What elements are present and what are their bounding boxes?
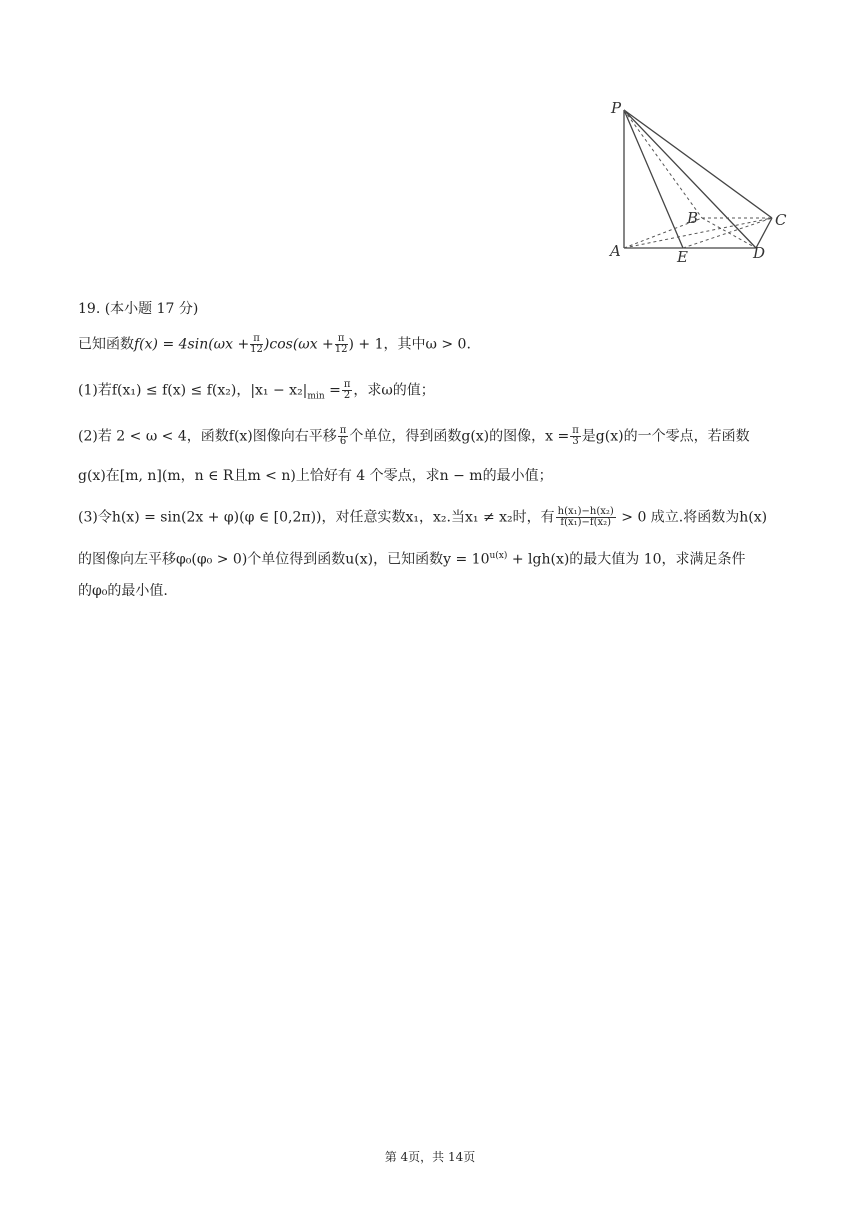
part3-line2-b: + lgh(x)的最大值为 10，求满足条件 xyxy=(507,551,746,568)
part1-text-b: = xyxy=(324,382,341,399)
fraction-pi-12-second xyxy=(335,334,348,355)
label-E: E xyxy=(677,248,688,266)
part3-line2-a: 的图像向左平移φ₀(φ₀ > 0)个单位得到函数u(x)，已知函数y = 10 xyxy=(78,551,490,568)
part2-text-a: (2)若 2 < ω < 4，函数f(x)图像向右平移 xyxy=(78,428,337,445)
part3-exponent: u(x) xyxy=(489,551,508,561)
frac-num: h(x₁)−h(x₂) xyxy=(557,506,614,517)
question-part-2-line-2: g(x)在[m, n](m，n ∈ R且m < n)上恰好有 4 个零点，求n − m的最小值； xyxy=(78,468,553,484)
frac-den: 6 xyxy=(339,436,347,447)
part1-text-a: (1)若f(x₁) ≤ f(x) ≤ f(x₂)，|x₁ − x₂| xyxy=(78,382,308,399)
label-B: B xyxy=(687,209,699,227)
part2-text-c: 是g(x)的一个零点，若函数 xyxy=(581,428,750,445)
fraction-pi-3 xyxy=(570,426,581,447)
frac-den: 12 xyxy=(250,344,263,355)
edge-PD xyxy=(624,110,756,248)
frac-num: π xyxy=(335,334,348,345)
fraction-pi-6 xyxy=(338,426,349,447)
frac-den: f(x₁)−f(x₂) xyxy=(560,517,612,528)
part3-text-a: (3)令h(x) = sin(2x + φ)(φ ∈ [0,2π))，对任意实数x₁，x₂.当x₁ ≠ x₂时，有 xyxy=(78,509,555,526)
part1-min: min xyxy=(307,391,325,402)
frac-den: 3 xyxy=(572,436,579,447)
label-P: P xyxy=(611,99,622,117)
frac-num: π xyxy=(250,334,263,345)
question-intro xyxy=(78,334,471,355)
edge-PC xyxy=(624,110,772,218)
question-part-3-line-2 xyxy=(78,546,746,570)
label-A: A xyxy=(610,242,621,260)
label-D: D xyxy=(753,244,766,262)
fraction-pi-12 xyxy=(250,334,263,355)
intro-f-expr-1: f(x) = 4sin(ωx + xyxy=(134,336,250,353)
question-part-1 xyxy=(78,380,435,406)
fraction-h-over-f xyxy=(556,507,616,528)
frac-num: π xyxy=(572,425,579,436)
question-part-3-line-3: 的φ₀的最小值. xyxy=(78,583,168,599)
part2-text-b: 个单位，得到函数g(x)的图像，x = xyxy=(349,428,570,445)
frac-den: 12 xyxy=(334,344,348,355)
intro-f-expr-3: ) + 1，其中ω > 0. xyxy=(348,336,471,353)
question-part-2 xyxy=(78,426,750,447)
intro-prefix: 已知函数 xyxy=(78,336,134,353)
frac-den: 2 xyxy=(343,390,351,401)
intro-f-expr-2: )cos(ωx + xyxy=(263,336,334,353)
pyramid-figure xyxy=(608,96,794,266)
frac-num: π xyxy=(343,379,351,390)
label-C: C xyxy=(775,211,787,229)
page-footer: 第 4页，共 14页 xyxy=(384,1150,476,1164)
frac-num: π xyxy=(339,425,347,436)
fraction-pi-2 xyxy=(342,380,353,401)
question-heading: 19. (本小题 17 分) xyxy=(78,301,199,317)
part1-text-c: ，求ω的值； xyxy=(353,382,435,399)
question-part-3 xyxy=(78,507,767,528)
part3-text-b: > 0 成立.将函数为h(x) xyxy=(616,509,768,526)
